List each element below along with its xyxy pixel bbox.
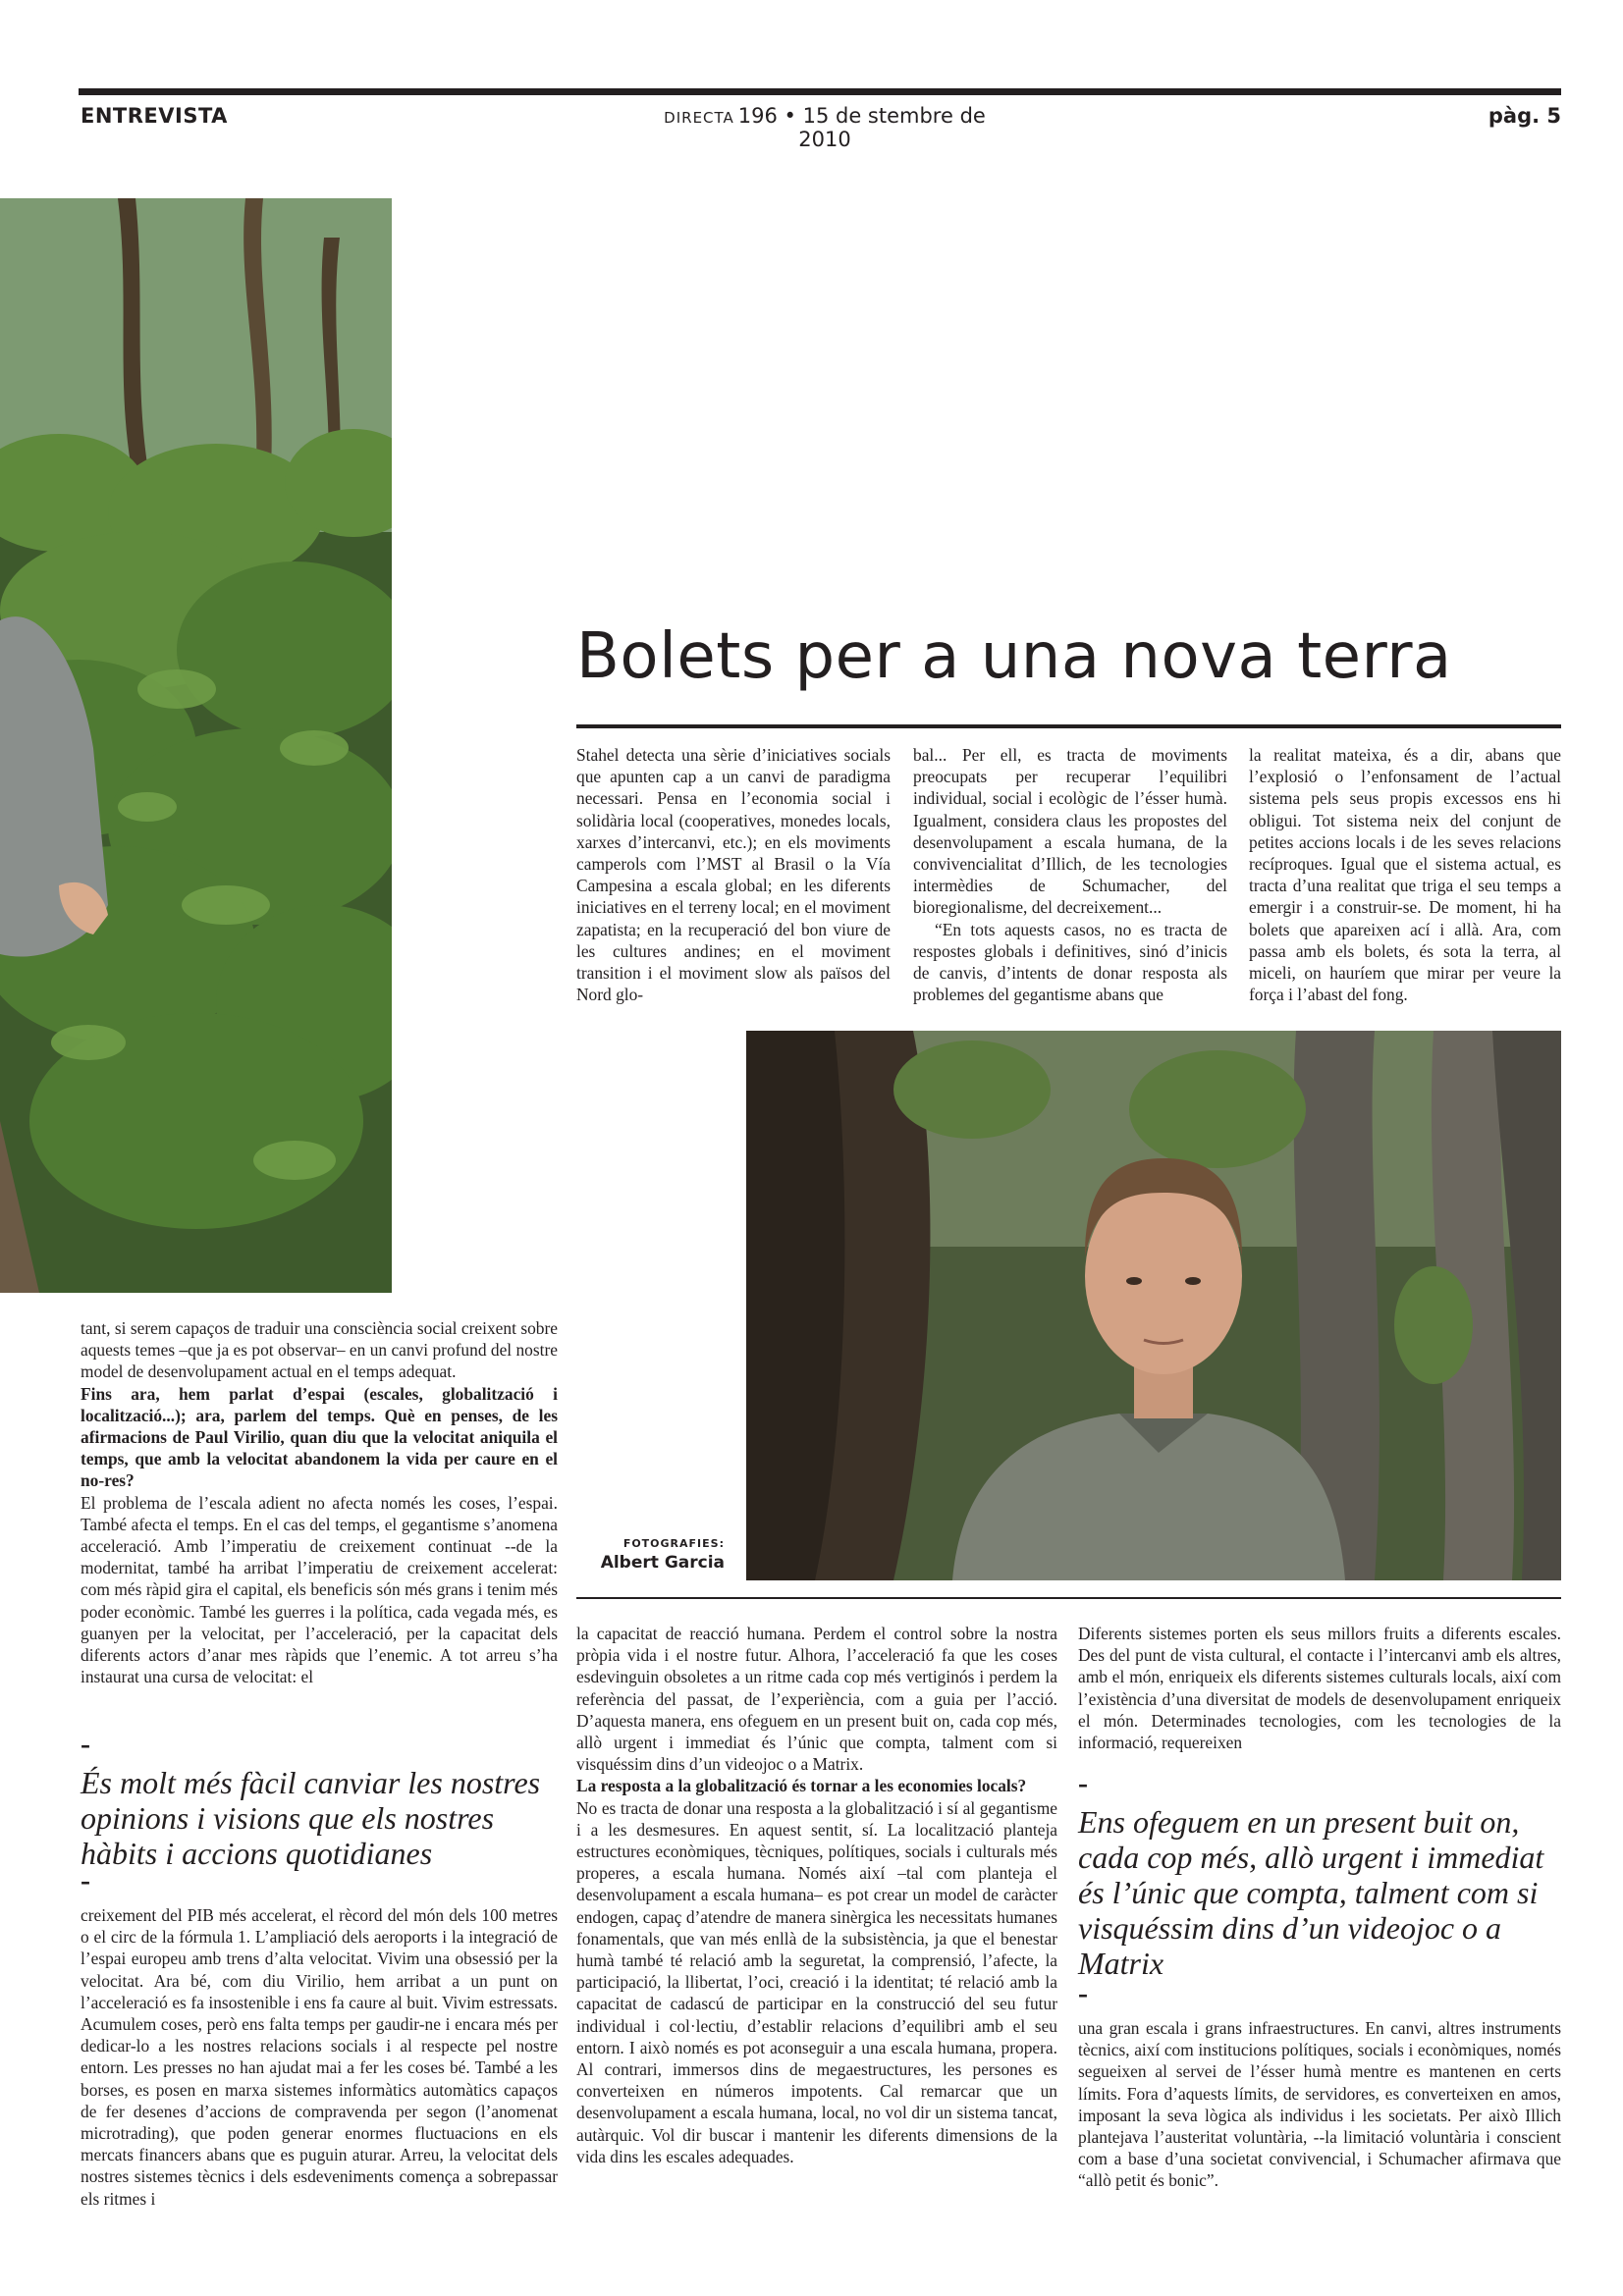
pullquote-dash-top: – [81, 1734, 90, 1757]
photo-credit [550, 1537, 725, 1573]
pullquote-dash-top: – [1078, 1773, 1088, 1796]
left-column-bottom [81, 1904, 558, 2210]
upper-column-1 [576, 744, 891, 1005]
right-column-top [1078, 1623, 1561, 1753]
left-photo [0, 198, 392, 1293]
paragraph: “En tots aquests casos, no es tracta de respostes globals i definitives, sinó d’inicis de canvis, d’intents de donar resposta als problemes del gegantisme abans que [913, 919, 1227, 1005]
photo-credit-name: Albert Garcia [600, 1553, 725, 1573]
paragraph: No es tracta de donar una resposta a la globalització i sí al gegantisme i a les desmesures. En aquest sentit, sí. La localització planteja estructures econòmiques, tècniques, polítiques, socials i culturals més properes, a escala humana. Només així –tal com planteja el desenvolupament a escala humana– es pot crear un model de caràcter endogen, capaç d’atendre de manera sinèrgica les necessitats humanes fonamentals, que van més enllà de la subsistència, ja que el benestar humà també té relació amb la seguretat, la comprensió, l’afecte, la participació, la llibertat, l’oci, creació i la identitat; té relació amb la capacitat de cadascú de participar en la construcció del seu futur individual i col·lectiu, d’establir relacions d’equilibri amb el seu entorn. I això només es pot aconseguir a una escala humana, propera. Al contrari, immersos dins de megaestructures, les persones es converteixen en números impotents. Cal remarcar que un desenvolupament a escala humana, local, no vol dir un sistema tancat, autàrquic. Vol dir buscar i mantenir les diferents dimensions de la vida dins les escales adequades. [576, 1797, 1057, 2166]
interview-question: Fins ara, hem parlat d’espai (escales, globalització i localització...); ara, parlem del temps. Què en penses, de les afirmacions de Paul Virilio, quan diu que la velocitat aniquila el temps, que amb la velocitat abandonem la vida per caure en el no-res? [81, 1383, 558, 1491]
paragraph: una gran escala i grans infraestructures. En canvi, altres instruments tècnics, així com institucions polítiques, socials i econòmiques, només segueixen al servei de l’ésser humà mentre es mantenen en certs límits. Fora d’aquests límits, de servidores, es converteixen en amos, imposant la seva lògica als individus i les societats. Per això Illich plantejava l’austeritat voluntària, --la limitació voluntària i conscient com a base d’una societat convivencial, i Schumacher afirmava que “allò petit és bonic”. [1078, 2018, 1561, 2191]
interview-question: La resposta a la globalització és tornar a les economies locals? [576, 1776, 1027, 1796]
paragraph: Diferents sistemes porten els seus millors fruits a diferents escales. Des del punt de vista cultural, el contacte i l’intercanvi amb els altres, amb el món, enriqueix els diferents sistemes culturals locals, així com l’existència d’una diversitat de models de desenvolupament enriqueix el món. Determinades tecnologies, com les tecnologies de la informació, requereixen [1078, 1624, 1561, 1753]
left-column-top [81, 1317, 558, 1687]
header-rule [79, 88, 1561, 95]
upper-column-2 [913, 744, 1227, 1005]
middle-column [576, 1623, 1057, 2167]
issue-line [648, 104, 1001, 151]
pullquote-left: És molt més fàcil canviar les nostres opinions i visions que els nostres hàbits i accions quotidianes [81, 1765, 541, 1871]
photo-credit-label: FOTOGRAFIES: [622, 1537, 725, 1550]
paragraph: tant, si serem capaços de traduir una consciència social creixent sobre aquests temes –que ja es pot observar– en un canvi profund del nostre model de desenvolupament actual en el temps adequat. [81, 1318, 558, 1382]
publication-name: DIRECTA [664, 109, 734, 127]
title-rule [576, 724, 1561, 728]
section-rule [576, 1597, 1561, 1599]
paragraph: El problema de l’escala adient no afecta només les coses, l’espai. També afecta el temps. En el cas del temps, el gegantisme s’anomena acceleració. Amb l’imperatiu de creixement continuat --de la modernitat, també ha arribat l’imperatiu de creixement accelerat: com més ràpid gira el capital, els beneficis són més grans i tenim més poder econòmic. També les guerres i la política, cada vegada més, es guanyen per la velocitat, per l’acceleració, per la capacitat dels diferents actors d’anar mes ràpids que l’enemic. A tot arreu s’ha instaurat una cursa de velocitat: el [81, 1492, 558, 1687]
article-title: Bolets per a una nova terra [576, 620, 1452, 693]
paragraph: Stahel detecta una sèrie d’iniciatives socials que apunten cap a un canvi de paradigma necessari. Pensa en l’economia social i solidària local (cooperatives, monedes locals, xarxes d’intercanvi, etc.); en els moviments camperols com l’MST al Brasil o la Vía Campesina a escala global; en les diferents iniciatives en el terreny local; en el moviment zapatista; en la recuperació del bon viure de les cultures andines; en el moviment transition i el moviment slow als països del Nord glo- [576, 745, 891, 1005]
page-number: pàg. 5 [1488, 104, 1561, 128]
paragraph: bal... Per ell, es tracta de moviments preocupats per recuperar l’equilibri individual, social i ecològic de l’ésser humà. Igualment, considera claus les propostes del desenvolupament a escala humana, de la convivencialitat d’Illich, de les tecnologies intermèdies de Schumacher, del bioregionalisme, del decreixement... [913, 745, 1227, 918]
pullquote-dash-bottom: – [1078, 1983, 1088, 2006]
pullquote-right: Ens ofeguem en un present buit on, cada cop més, allò urgent i immediat és l’únic que compta, talment com si visquéssim dins d’un videojoc o a Matrix [1078, 1804, 1544, 1981]
pullquote-dash-bottom: – [81, 1870, 90, 1894]
upper-column-3 [1249, 744, 1561, 1005]
paragraph: creixement del PIB més accelerat, el rècord del món dels 100 metres o el circ de la fórmula 1. L’ampliació dels aeroports i la integració de l’espai europeu amb trens d’alta velocitat. Vivim una obsessió per la velocitat. Ara bé, com diu Virilio, hem arribat a un punt on l’acceleració es fa insostenible i ens fa caure al buit. Vivim estressats. Acumulem coses, però ens falta temps per gaudir-ne i encara més per dedicar-lo a les nostres relacions socials i al respecte pel nostre entorn. Les presses no han ajudat mai a fer les coses bé. També a les borses, es posen en marxa sistemes informàtics automàtics capaços de fer desenes d’accions de compravenda per segon (l’anomenat microtrading), que poden generar enormes fluctuacions en els mercats financers abans que es puguin aturar. Arreu, la velocitat dels nostres sistemes tècnics i dels esdeveniments comença a sobrepassar els ritmes i [81, 1905, 558, 2209]
portrait-photo [746, 1031, 1561, 1580]
issue-date: 196 • 15 de stembre de 2010 [737, 104, 986, 151]
paragraph: la capacitat de reacció humana. Perdem el control sobre la nostra pròpia vida i el nostre futur. Alhora, l’acceleració fa que les coses esdevinguin obsoletes a un ritme cada cop més vertiginós i perdem la referència del passat, de l’experiència, com a guia per l’acció. D’aquesta manera, ens ofeguem en un present buit on, cada cop més, allò urgent i immediat és l’únic que compta, talment com si visquéssim dins d’un videojoc o a Matrix. [576, 1624, 1057, 1775]
portrait-illustration [746, 1031, 1561, 1580]
right-column-bottom [1078, 2017, 1561, 2192]
paragraph: la realitat mateixa, és a dir, abans que l’explosió o l’enfonsament de l’actual sistema pels seus propis excessos ens hi obligui. Tot sistema neix del conjunt de petites accions locals i de les seves relacions recíproques. Igual que el sistema actual, es tracta d’una realitat que triga el seu temps a emergir i a construir-se. De moment, hi ha bolets que apareixen ací i allà. Ara, com passa amb els bolets, és sota la terra, al miceli, on hauríem que mirar per veure la força i l’abast del fong. [1249, 745, 1561, 1005]
bushes-illustration [0, 198, 392, 1293]
section-label: ENTREVISTA [81, 104, 228, 128]
